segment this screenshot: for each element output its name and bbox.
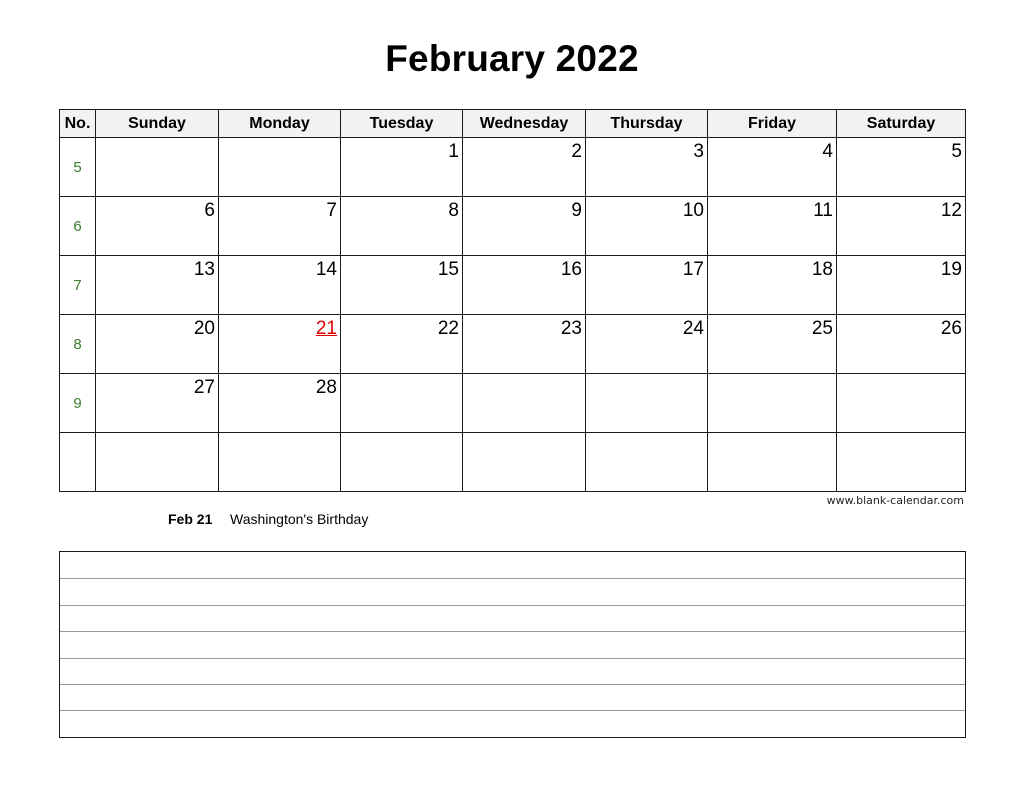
day-cell bbox=[219, 433, 341, 492]
day-number: 25 bbox=[811, 318, 833, 339]
day-cell bbox=[708, 138, 837, 197]
week-row bbox=[60, 138, 966, 197]
day-cell bbox=[837, 315, 966, 374]
day-number: 14 bbox=[315, 259, 337, 280]
day-cell bbox=[586, 197, 708, 256]
day-cell bbox=[341, 138, 463, 197]
week-number: 8 bbox=[60, 315, 96, 374]
day-number: 20 bbox=[193, 318, 215, 339]
week-row bbox=[60, 197, 966, 256]
week-row bbox=[60, 315, 966, 374]
calendar-title: February 2022 bbox=[385, 38, 639, 79]
holiday-name: Washington's Birthday bbox=[230, 511, 369, 527]
day-number: 6 bbox=[204, 200, 215, 221]
day-number: 19 bbox=[940, 259, 962, 280]
day-cell bbox=[837, 138, 966, 197]
day-cell bbox=[463, 374, 586, 433]
day-number: 4 bbox=[822, 141, 833, 162]
day-number: 24 bbox=[682, 318, 704, 339]
day-number: 1 bbox=[448, 141, 459, 162]
day-cell bbox=[341, 256, 463, 315]
day-cell bbox=[463, 138, 586, 197]
holiday-day-number: 21 bbox=[315, 318, 337, 339]
day-cell bbox=[96, 256, 219, 315]
week-row bbox=[60, 256, 966, 315]
day-number: 22 bbox=[437, 318, 459, 339]
day-number: 17 bbox=[682, 259, 704, 280]
day-cell bbox=[586, 433, 708, 492]
day-cell bbox=[708, 256, 837, 315]
header-friday: Friday bbox=[708, 110, 837, 138]
day-cell bbox=[96, 138, 219, 197]
day-cell bbox=[219, 374, 341, 433]
day-number: 7 bbox=[326, 200, 337, 221]
day-cell bbox=[341, 433, 463, 492]
day-cell bbox=[708, 374, 837, 433]
day-number: 11 bbox=[813, 200, 833, 221]
day-cell bbox=[708, 197, 837, 256]
header-week-number: No. bbox=[60, 110, 96, 138]
holiday-date: Feb 21 bbox=[168, 511, 213, 527]
day-number: 18 bbox=[811, 259, 833, 280]
header-sunday: Sunday bbox=[96, 110, 219, 138]
day-cell bbox=[586, 374, 708, 433]
week-number: 5 bbox=[60, 138, 96, 197]
day-cell bbox=[837, 256, 966, 315]
notes-line bbox=[60, 605, 965, 606]
week-number: 9 bbox=[60, 374, 96, 433]
day-cell bbox=[219, 315, 341, 374]
day-number: 2 bbox=[571, 141, 582, 162]
notes-line bbox=[60, 631, 965, 632]
day-number: 28 bbox=[315, 377, 337, 398]
day-cell bbox=[586, 315, 708, 374]
day-cell bbox=[837, 197, 966, 256]
day-number: 8 bbox=[448, 200, 459, 221]
day-cell bbox=[837, 433, 966, 492]
day-cell bbox=[463, 433, 586, 492]
day-cell bbox=[96, 315, 219, 374]
day-cell bbox=[96, 374, 219, 433]
day-cell bbox=[341, 315, 463, 374]
day-cell bbox=[341, 374, 463, 433]
day-cell bbox=[219, 256, 341, 315]
day-cell bbox=[96, 197, 219, 256]
day-number: 5 bbox=[951, 141, 962, 162]
day-cell bbox=[219, 138, 341, 197]
calendar-grid bbox=[59, 109, 966, 492]
week-number: 7 bbox=[60, 256, 96, 315]
week-row bbox=[60, 433, 966, 492]
header-thursday: Thursday bbox=[586, 110, 708, 138]
day-number: 12 bbox=[940, 200, 962, 221]
day-cell bbox=[463, 256, 586, 315]
day-cell bbox=[96, 433, 219, 492]
day-number: 10 bbox=[682, 200, 704, 221]
day-number: 16 bbox=[560, 259, 582, 280]
week-number: 6 bbox=[60, 197, 96, 256]
header-saturday: Saturday bbox=[837, 110, 966, 138]
day-number: 15 bbox=[437, 259, 459, 280]
day-cell bbox=[837, 374, 966, 433]
day-number: 13 bbox=[193, 259, 215, 280]
day-number: 26 bbox=[940, 318, 962, 339]
notes-line bbox=[60, 658, 965, 659]
header-wednesday: Wednesday bbox=[463, 110, 586, 138]
week-row bbox=[60, 374, 966, 433]
day-cell bbox=[219, 197, 341, 256]
day-cell bbox=[708, 433, 837, 492]
notes-line bbox=[60, 578, 965, 579]
header-row bbox=[60, 110, 966, 138]
day-cell bbox=[341, 197, 463, 256]
day-number: 27 bbox=[193, 377, 215, 398]
header-monday: Monday bbox=[219, 110, 341, 138]
notes-area bbox=[59, 551, 966, 738]
day-cell bbox=[708, 315, 837, 374]
header-tuesday: Tuesday bbox=[341, 110, 463, 138]
day-cell bbox=[463, 315, 586, 374]
day-cell bbox=[586, 256, 708, 315]
day-number: 23 bbox=[560, 318, 582, 339]
day-number: 9 bbox=[571, 200, 582, 221]
week-number bbox=[60, 433, 96, 492]
day-cell bbox=[586, 138, 708, 197]
day-cell bbox=[463, 197, 586, 256]
notes-line bbox=[60, 710, 965, 711]
notes-line bbox=[60, 684, 965, 685]
website-url: www.blank-calendar.com bbox=[826, 494, 964, 507]
day-number: 3 bbox=[693, 141, 704, 162]
